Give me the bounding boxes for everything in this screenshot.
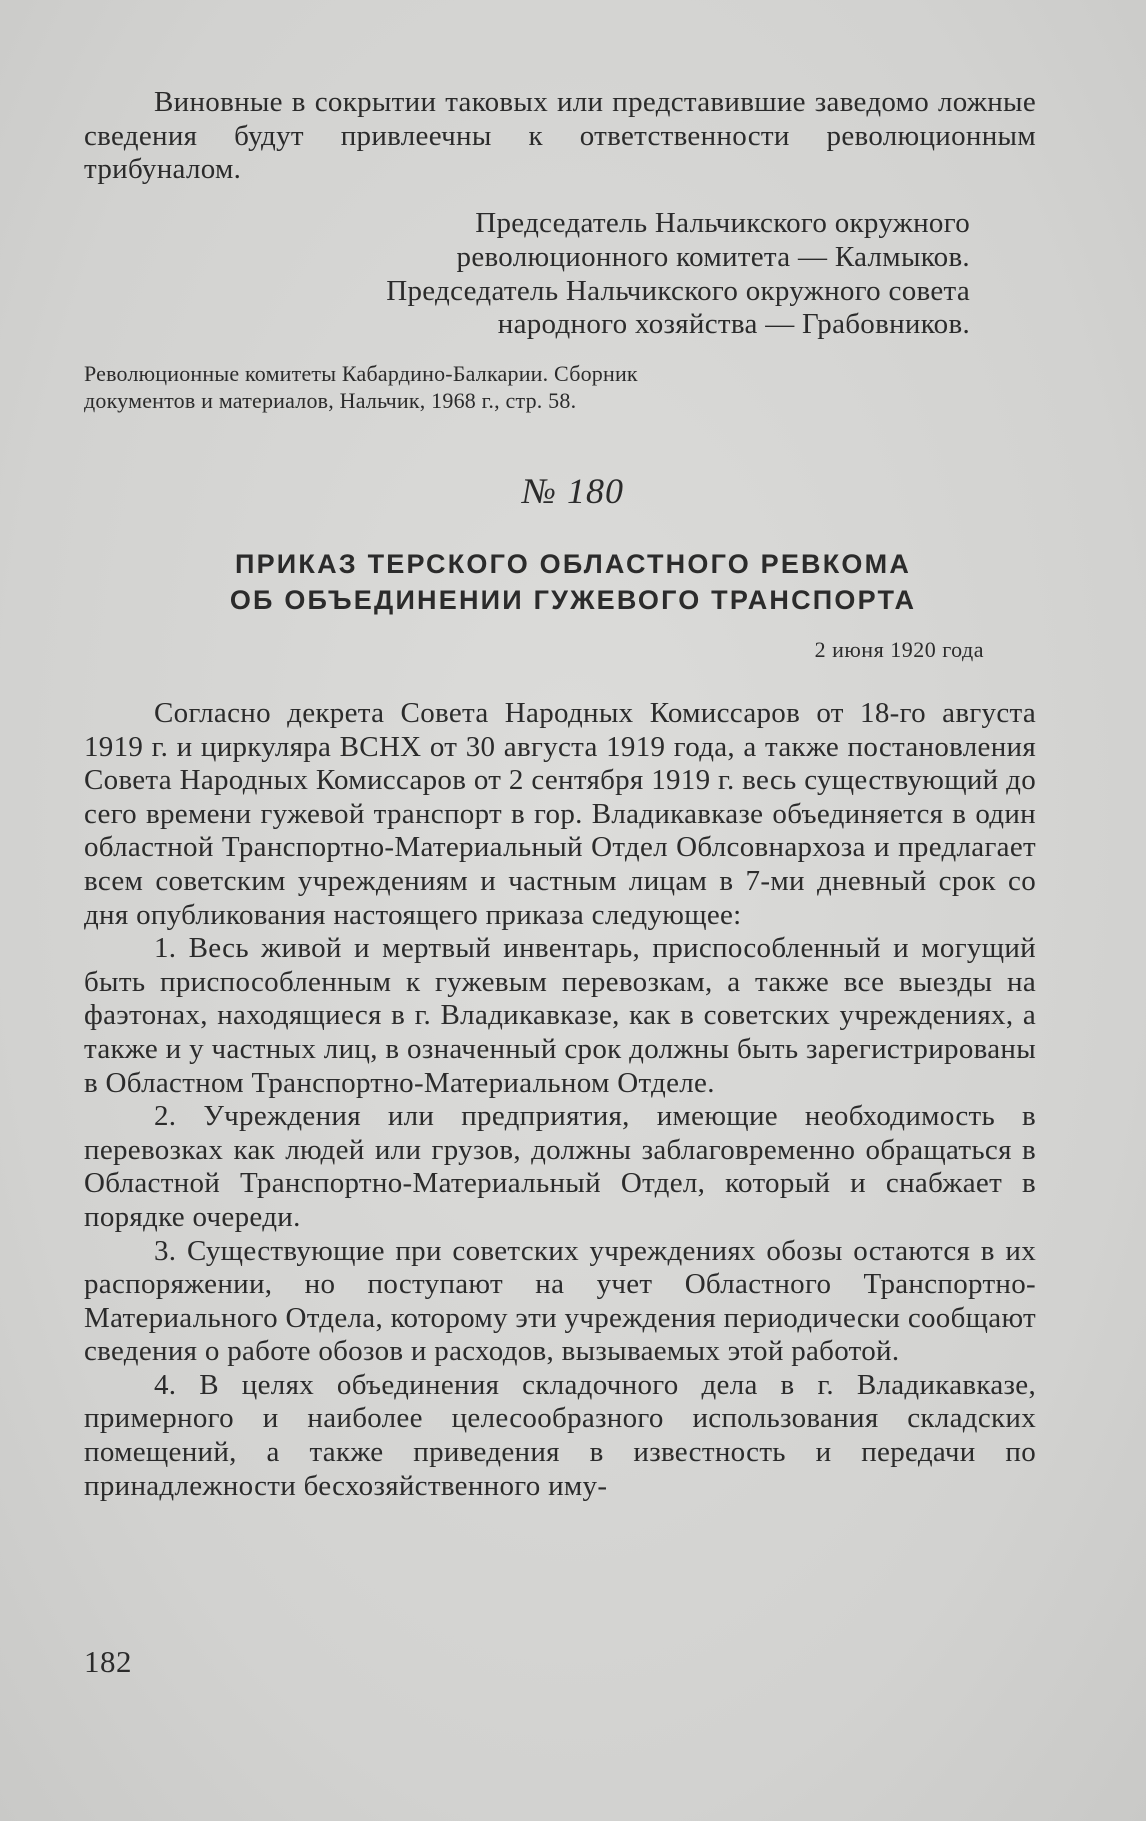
signature-line: народного хозяйства — Грабовников. [497,308,970,341]
signature-line: Председатель Нальчикского окружного [475,207,970,239]
list-item: 3. Существующие при советских учреждениях обозы остаются в их распоряжении, но поступают на учет Областного Транспортно-Материального Отдела, которому эти учреждения периодически сообщают сведения о работе обозов и расходов, вызываемых этой работой. [84,1234,1036,1368]
intro-paragraph-block [84,86,1036,187]
list-item: 2. Учреждения или предприятия, имеющие необходимость в перевозках как людей или грузов, должны заблаговременно обращаться в Областной Транспортно-Материальный Отдел, который и снабжает в порядке очереди. [84,1100,1036,1233]
page-number: 182 [84,1644,132,1679]
list-item: 4. В целях объединения складочного дела в г. Владикавказе, примерного и наиболее целесообразного использования складских помещений, а также приведения в известность и передачи по принадлежности бесхозяйственного иму- [84,1368,1036,1502]
source-citation [84,360,884,414]
document-number: № 180 [522,471,624,511]
document-date: 2 июня 1920 года [814,637,984,662]
preamble-paragraph: Согласно декрета Совета Народных Комиссаров от 18-го августа 1919 г. и циркуляра ВСНХ от 30 августа 1919 года, а также постановления Совета Народных Комиссаров от 2 сентября 1919 г. весь существующий до сего времени гужевой транспорт в гор. Владикавказе объединяется в один областной Транспортно-Материальный Отдел Облсовнархоза и предлагает всем советским учреждениям и частным лицам в 7-ми дневный срок со дня опубликования настоящего приказа следующее: [84,697,1036,931]
document-body [84,697,1036,1503]
source-citation-line: Революционные комитеты Кабардино-Балкарии. Сборник [84,361,638,386]
signature-block [200,207,970,342]
document-title [0,546,1146,618]
intro-paragraph: Виновные в сокрытии таковых или представившие заведомо ложные сведения будут привлеечны к ответственности революционным трибуналом. [84,86,1036,186]
document-title-line: ОБ ОБЪЕДИНЕНИИ ГУЖЕВОГО ТРАНСПОРТА [229,585,917,615]
document-title-line: ПРИКАЗ ТЕРСКОГО ОБЛАСТНОГО РЕВКОМА [234,549,912,579]
list-item: 1. Весь живой и мертвый инвентарь, приспособленный и могущий быть приспособленным к гужевым перевозкам, а также все выезды на фаэтонах, находящиеся в г. Владикавказе, как в советских учреждениях, а также и у частных лиц, в означенный срок должны быть зарегистрированы в Областном Транспортно-Материальном Отделе. [84,932,1036,1099]
signature-line: революционного комитета — Калмыков. [456,240,970,273]
source-citation-line: документов и материалов, Нальчик, 1968 г., стр. 58. [84,388,577,413]
signature-line: Председатель Нальчикского окружного совета [386,274,970,307]
